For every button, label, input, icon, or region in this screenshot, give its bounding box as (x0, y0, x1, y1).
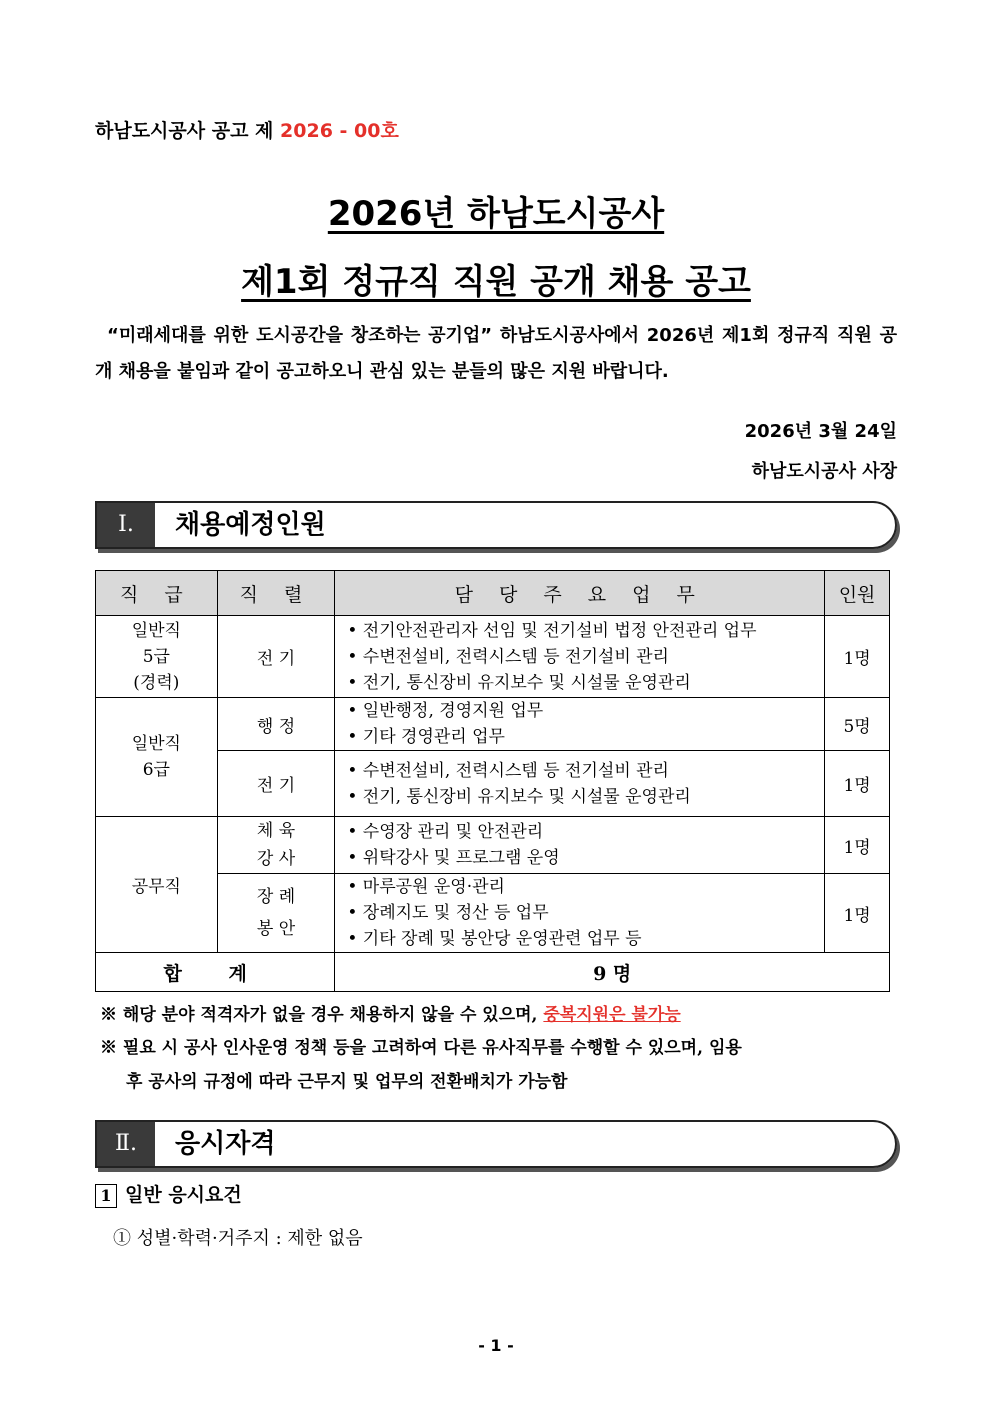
notice-prefix: 하남도시공사 공고 제 (95, 120, 281, 142)
duties-cell (335, 616, 825, 698)
duty-item: • 기타 경영관리 업무 (347, 727, 505, 747)
notice-number-value: 2026 - 00호 (280, 120, 399, 142)
section2-number: Ⅱ. (97, 1122, 155, 1166)
grade-cell: 공무직 (96, 817, 218, 953)
subsection-number-box: 1 (95, 1184, 117, 1208)
duty-item: • 위탁강사 및 프로그램 운영 (347, 848, 560, 868)
note-1 (100, 998, 900, 1032)
note-2 (100, 1031, 900, 1099)
note2-line2: 후 공사의 규정에 따라 근무지 및 업무의 전환배치가 가능함 (126, 1072, 568, 1092)
note1-text: ※ 해당 분야 적격자가 없을 경우 채용하지 않을 수 있으며, (100, 1005, 544, 1025)
note2-line1: ※ 필요 시 공사 인사운영 정책 등을 고려하여 다른 유사직무를 수행할 수 있으며, 임용 (100, 1038, 742, 1058)
duty-item: • 수변전설비, 전력시스템 등 전기설비 관리 (347, 760, 669, 781)
duty-item: • 전기, 통신장비 유지보수 및 시설물 운영관리 (347, 786, 691, 807)
total-label: 합 계 (96, 953, 335, 992)
duties-cell (335, 817, 825, 874)
announcement-date: 2026년 3월 24일 (744, 421, 897, 442)
section1-number: Ⅰ. (97, 503, 155, 547)
table-row (96, 616, 890, 698)
table-row (96, 698, 890, 751)
note1-warning: 중복지원은 불가능 (543, 1005, 681, 1025)
series-cell: 전 기 (217, 751, 335, 817)
duty-item: • 마루공원 운영·관리 (347, 877, 505, 897)
duty-item: • 일반행정, 경영지원 업무 (347, 701, 544, 721)
count-cell: 1명 (825, 616, 890, 698)
recruitment-table (95, 570, 890, 992)
section2-header (95, 1120, 897, 1168)
title-line2: 제1회 정규직 직원 공개 채용 공고 (241, 262, 751, 302)
header-duties: 담 당 주 요 업 무 (335, 571, 825, 616)
series-cell: 전 기 (217, 616, 335, 698)
table-header-row (96, 571, 890, 616)
section1-header (95, 501, 897, 549)
page-number: - 1 - (478, 1336, 514, 1355)
series-cell: 장 례 봉 안 (217, 874, 335, 953)
subsection-general-requirements (95, 1180, 242, 1208)
subsection-label: 일반 응시요건 (125, 1184, 242, 1206)
notice-number (95, 116, 399, 143)
section2-title: 응시자격 (175, 1129, 276, 1159)
section1-title: 채용예정인원 (175, 510, 326, 540)
duties-cell (335, 698, 825, 751)
count-cell: 1명 (825, 751, 890, 817)
duty-item: • 수변전설비, 전력시스템 등 전기설비 관리 (347, 646, 669, 667)
header-series: 직 렬 (217, 571, 335, 616)
duty-item: • 전기, 통신장비 유지보수 및 시설물 운영관리 (347, 672, 691, 693)
signer: 하남도시공사 사장 (751, 461, 897, 482)
header-count: 인원 (825, 571, 890, 616)
duty-item: • 전기안전관리자 선임 및 전기설비 법정 안전관리 업무 (347, 620, 757, 641)
count-cell: 5명 (825, 698, 890, 751)
duty-item: • 수영장 관리 및 안전관리 (347, 822, 544, 842)
count-cell: 1명 (825, 817, 890, 874)
total-value: 9 명 (335, 953, 890, 992)
header-grade: 직 급 (96, 571, 218, 616)
count-cell: 1명 (825, 874, 890, 953)
duties-cell (335, 874, 825, 953)
intro-paragraph: “미래세대를 위한 도시공간을 창조하는 공기업” 하남도시공사에서 2026년 제1회 정규직 직원 공개 채용을 붙임과 같이 공고하오니 관심 있는 분들의 많은 지원 바랍니다. (95, 325, 897, 382)
table-row (96, 817, 890, 874)
grade-cell: 일반직 5급 (경력) (96, 616, 218, 698)
grade-cell: 일반직 6급 (96, 698, 218, 817)
title-line1: 2026년 하남도시공사 (327, 194, 665, 234)
series-cell: 체 육 강 사 (217, 817, 335, 874)
requirement-item: ① 성별·학력·거주지 : 제한 없음 (113, 1228, 363, 1249)
duty-item: • 기타 장례 및 봉안당 운영관련 업무 등 (347, 929, 642, 949)
total-row (96, 953, 890, 992)
series-cell: 행 정 (217, 698, 335, 751)
duty-item: • 장례지도 및 정산 등 업무 (347, 903, 549, 923)
duties-cell (335, 751, 825, 817)
